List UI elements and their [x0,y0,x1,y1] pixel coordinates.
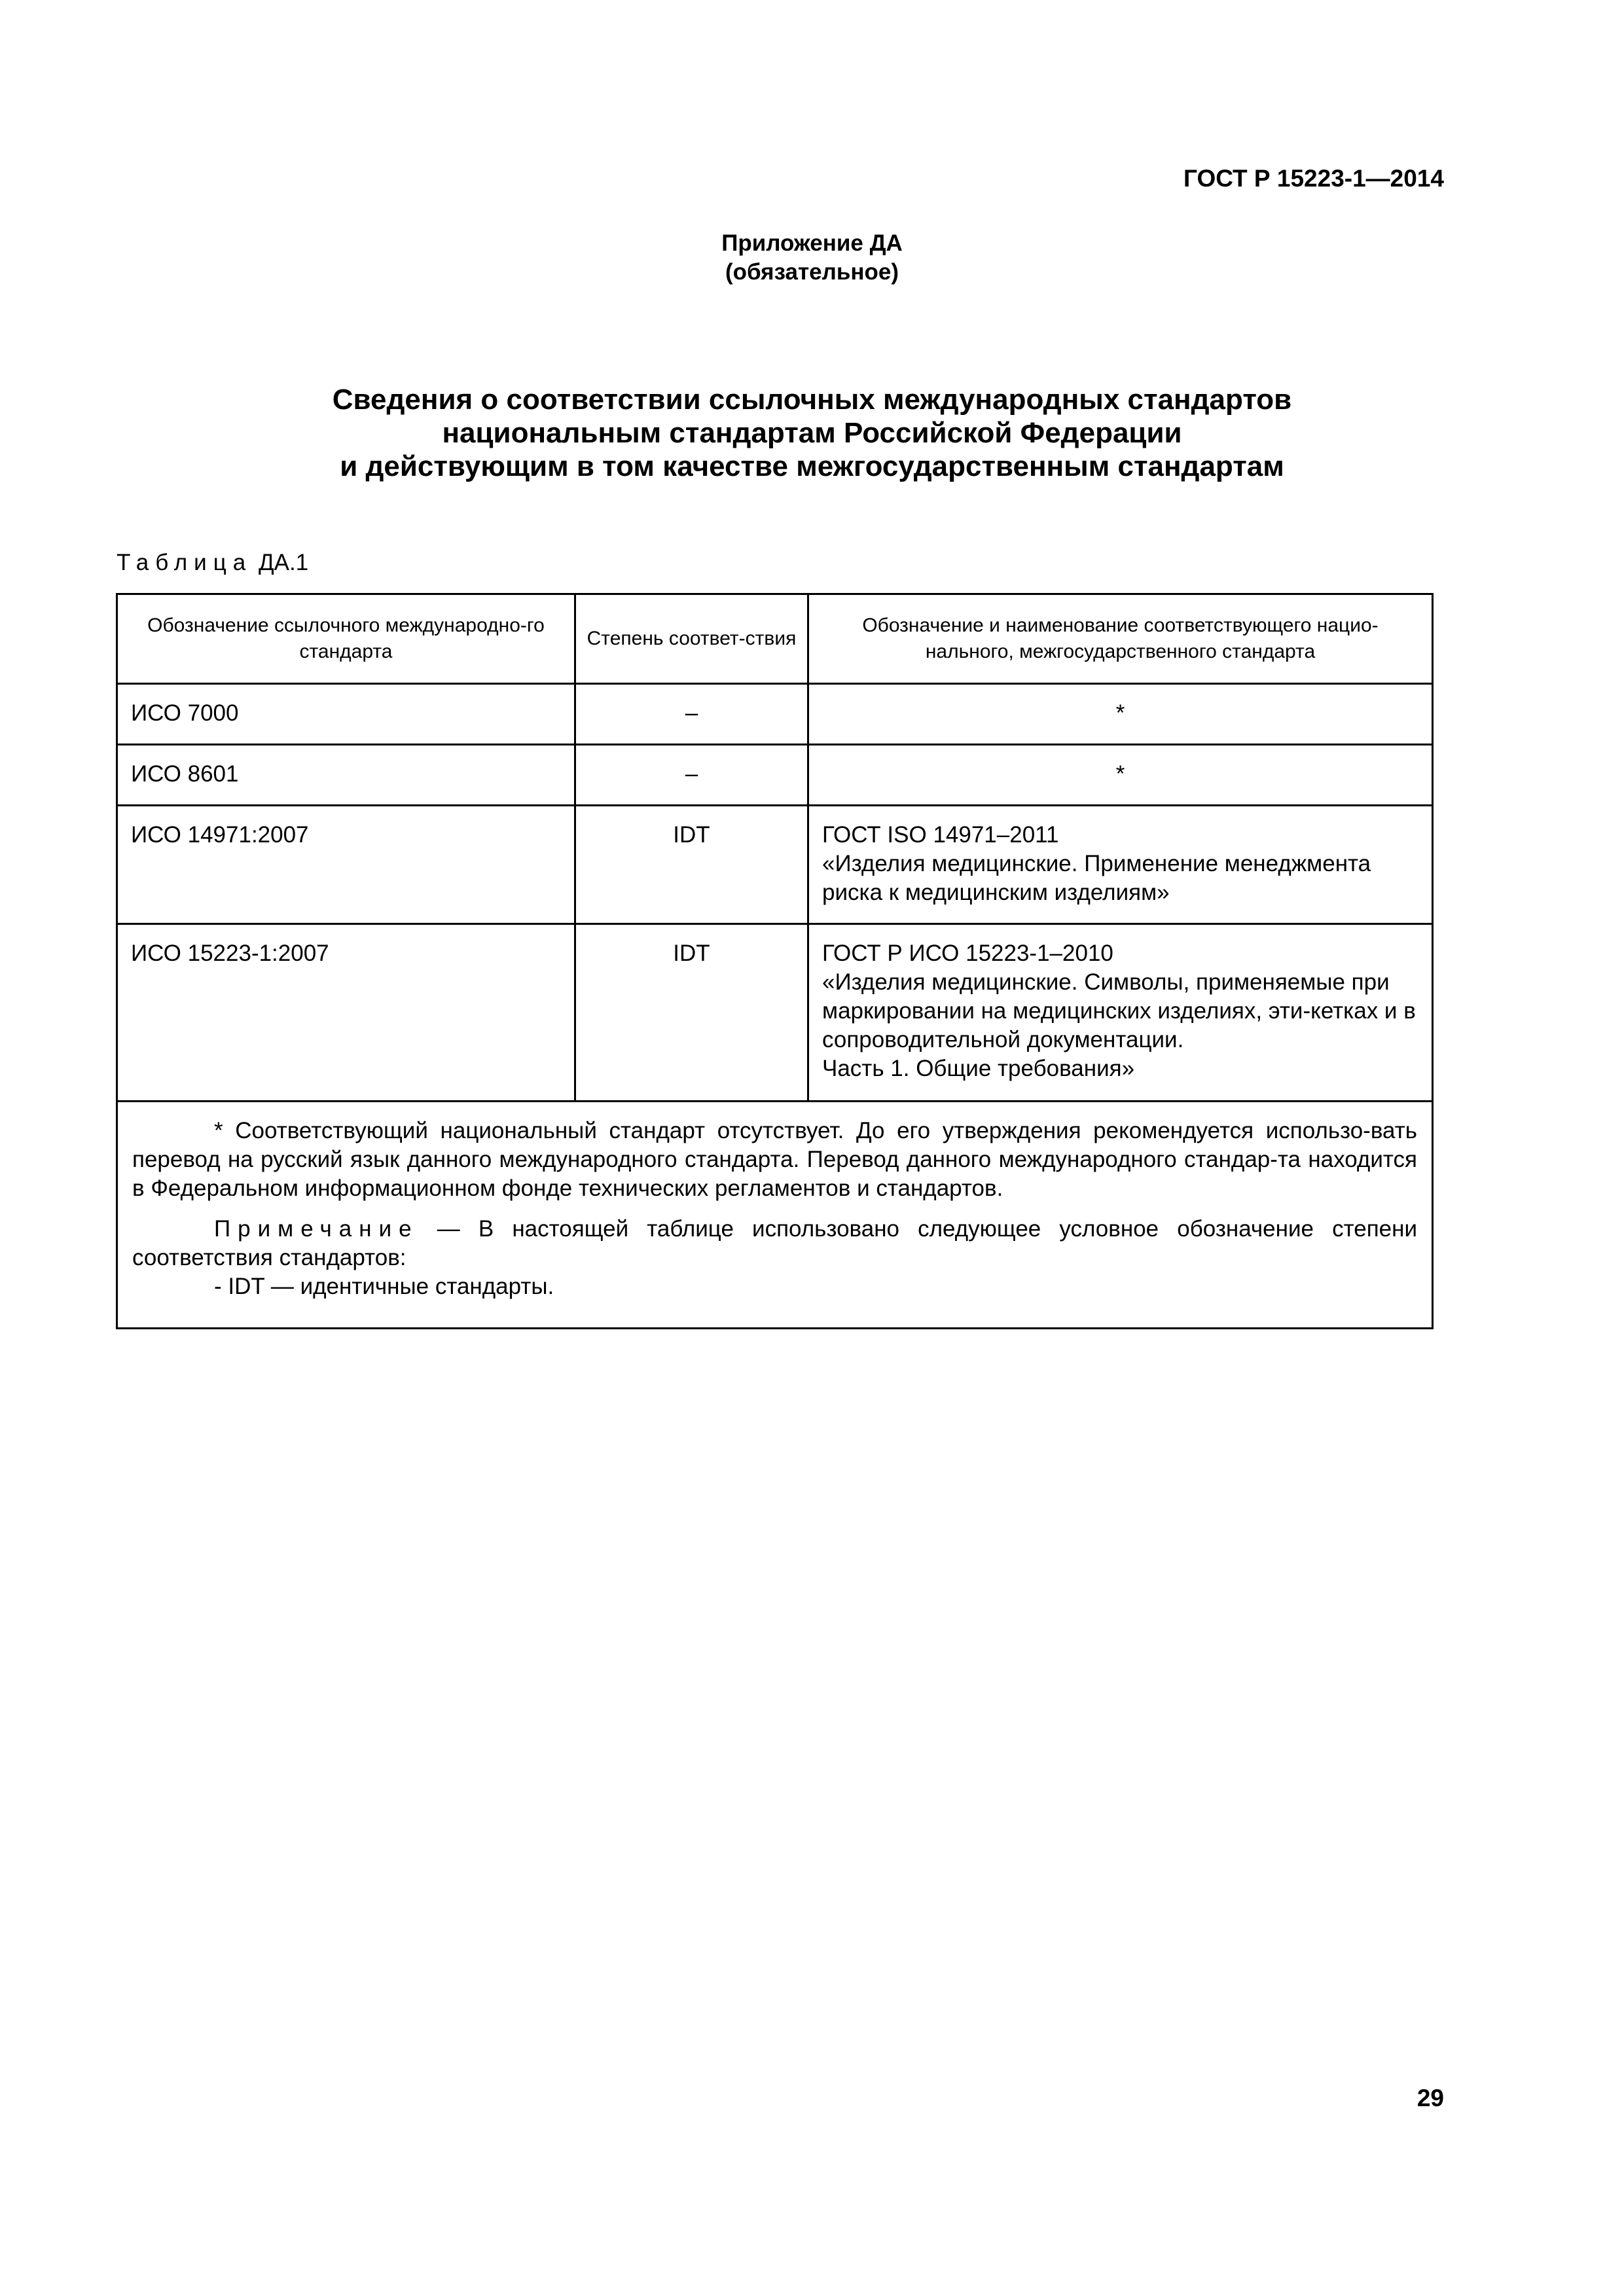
appendix-title: Приложение ДА [721,230,903,256]
note-word: Примечание [214,1216,419,1242]
header-degree: Степень соответ-ствия [575,594,808,684]
cell-degree: IDT [673,941,710,966]
national-standard-name: «Изделия медицинские. Применение менеджмента риска к медицинским изделиям» [822,851,1371,905]
main-title-line-3: и действующим в том качестве межгосударственным стандартам [340,450,1284,482]
table-row [117,806,1433,924]
table-caption-word: Таблица [117,550,253,575]
cell-ref-standard: ИСО 8601 [131,761,239,787]
main-title-line-2: национальным стандартам Российской Федерации [442,417,1182,449]
cell-degree: IDT [673,822,710,848]
appendix-heading [0,229,1624,287]
cell-ref-standard: ИСО 14971:2007 [131,822,309,848]
cell-national-standard [809,925,1432,1096]
table-row [117,745,1433,806]
cell-ref-standard: ИСО 7000 [131,700,239,726]
table-footnote-cell [117,1102,1433,1329]
table-caption-number: ДА.1 [258,550,309,575]
cell-national-standard [809,806,1432,920]
header-national-standard: Обозначение и наименование соответствующего нацио-нального, межгосударственного стандарта [808,594,1433,684]
note-item: - IDT — идентичные стандарты. [214,1274,554,1299]
table-caption [117,550,308,576]
cell-ref-standard: ИСО 15223-1:2007 [131,941,329,966]
page-number: 29 [1416,2085,1444,2111]
appendix-status: (обязательное) [725,259,899,285]
correspondence-table [116,593,1434,1329]
footnote-text: * Соответствующий национальный стандарт отсутствует. До его утверждения рекомендуется использо-вать перевод на русский язык данного международного стандарта. Перевод данного международного стандар-та находится в Федеральном информационном фонде технических регламентов и стандартов. [132,1118,1417,1201]
table-header-row [117,594,1433,684]
national-standard-code: ГОСТ ISO 14971–2011 [822,822,1059,848]
cell-degree: – [685,700,698,726]
table-row [117,684,1433,745]
cell-degree: – [685,761,698,787]
main-title [0,383,1624,483]
cell-national-standard: * [1115,700,1125,726]
header-ref-standard: Обозначение ссылочного международно-го стандарта [117,594,575,684]
table-note [132,1215,1417,1272]
table-row [117,924,1433,1102]
document-id: ГОСТ Р 15223-1—2014 [1183,165,1444,192]
cell-national-standard: * [1115,761,1125,787]
national-standard-name: «Изделия медицинские. Символы, применяемые при маркировании на медицинских изделиях, эти-кетках и в сопроводительной документации. [822,969,1416,1052]
table-footnote-row [117,1102,1433,1329]
national-standard-code: ГОСТ Р ИСО 15223-1–2010 [822,941,1113,966]
note-text: — В настоящей таблице использовано следующее условное обозначение степени соответствия стандартов: [132,1216,1417,1270]
national-standard-part: Часть 1. Общие требования» [822,1056,1135,1081]
main-title-line-1: Сведения о соответствии ссылочных международных стандартов [332,384,1292,416]
